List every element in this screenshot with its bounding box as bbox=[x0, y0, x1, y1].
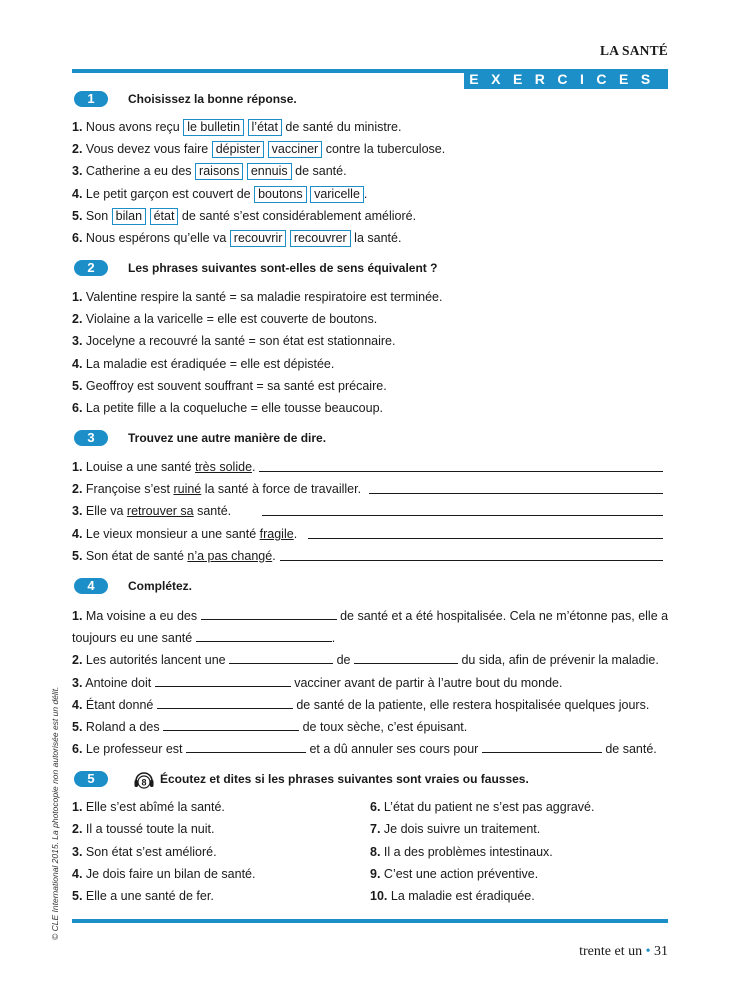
choice-option[interactable]: l’état bbox=[248, 119, 282, 136]
choice-option[interactable]: raisons bbox=[195, 163, 243, 180]
choice-option[interactable]: boutons bbox=[254, 186, 306, 203]
page-footer: trente et un • 31 bbox=[579, 944, 668, 959]
ex1-item: 6. Nous espérons qu’elle va recouvrir recouvrer la santé. bbox=[72, 231, 402, 245]
choice-option[interactable]: bilan bbox=[112, 208, 146, 225]
ex5-item: 1. Elle s’est abîmé la santé. bbox=[72, 800, 225, 814]
answer-line[interactable] bbox=[280, 548, 663, 561]
ex5-item: 2. Il a toussé toute la nuit. bbox=[72, 822, 215, 836]
choice-option[interactable]: vacciner bbox=[268, 141, 323, 158]
ex2-item: 4. La maladie est éradiquée = elle est dépistée. bbox=[72, 357, 335, 371]
choice-option[interactable]: varicelle bbox=[310, 186, 364, 203]
ex3-item: 4. Le vieux monsieur a une santé fragile. bbox=[72, 527, 298, 541]
ex2-item: 6. La petite fille a la coqueluche = elle tousse beaucoup. bbox=[72, 401, 384, 415]
answer-line[interactable] bbox=[262, 503, 663, 516]
ex1-item: 1. Nous avons reçu le bulletin l’état de santé du ministre. bbox=[72, 120, 402, 134]
exercise-1-badge: 1 bbox=[74, 91, 108, 107]
choice-option[interactable]: état bbox=[150, 208, 179, 225]
fill-blank[interactable] bbox=[163, 718, 299, 731]
choice-option[interactable]: dépister bbox=[212, 141, 264, 158]
ex4-item: 6. Le professeur est et a dû annuler ses cours pour de santé. bbox=[72, 742, 657, 756]
ex5-item: 6. L’état du patient ne s’est pas aggravé. bbox=[370, 800, 595, 814]
ex4-item: 5. Roland a des de toux sèche, c’est épuisant. bbox=[72, 720, 468, 734]
fill-blank[interactable] bbox=[201, 607, 337, 620]
choice-option[interactable]: recouvrir bbox=[230, 230, 287, 247]
bottom-rule bbox=[72, 919, 668, 923]
exercise-1-instruction: Choisissez la bonne réponse. bbox=[128, 92, 297, 106]
ex2-item: 3. Jocelyne a recouvré la santé = son état est stationnaire. bbox=[72, 334, 396, 348]
ex4-item: 3. Antoine doit vacciner avant de partir à l’autre bout du monde. bbox=[72, 676, 563, 690]
ex5-item: 10. La maladie est éradiquée. bbox=[370, 889, 535, 903]
exercise-5-badge: 5 bbox=[74, 771, 108, 787]
answer-line[interactable] bbox=[259, 459, 663, 472]
exercise-3-badge: 3 bbox=[74, 430, 108, 446]
answer-line[interactable] bbox=[369, 481, 663, 494]
ex5-item: 9. C’est une action préventive. bbox=[370, 867, 539, 881]
ex5-item: 5. Elle a une santé de fer. bbox=[72, 889, 214, 903]
chapter-title: LA SANTÉ bbox=[600, 43, 668, 58]
copyright-notice: © CLE International 2015. La photocopie non autorisée est un délit. bbox=[50, 686, 60, 940]
choice-option[interactable]: le bulletin bbox=[183, 119, 244, 136]
ex5-item: 8. Il a des problèmes intestinaux. bbox=[370, 845, 553, 859]
ex4-item: 2. Les autorités lancent une de du sida, afin de prévenir la maladie. bbox=[72, 653, 659, 667]
answer-line[interactable] bbox=[308, 526, 663, 539]
ex5-item: 7. Je dois suivre un traitement. bbox=[370, 822, 541, 836]
ex5-item: 3. Son état s’est amélioré. bbox=[72, 845, 217, 859]
ex3-item: 2. Françoise s’est ruiné la santé à force de travailler. bbox=[72, 482, 362, 496]
ex3-item: 5. Son état de santé n’a pas changé. bbox=[72, 549, 276, 563]
fill-blank[interactable] bbox=[354, 651, 458, 664]
headphones-icon[interactable] bbox=[133, 768, 155, 790]
ex1-item: 4. Le petit garçon est couvert de boutons varicelle . bbox=[72, 187, 368, 201]
ex4-item: 1. Ma voisine a eu des de santé et a été hospitalisée. Cela ne m’étonne pas, elle a bbox=[72, 609, 669, 623]
ex5-item: 4. Je dois faire un bilan de santé. bbox=[72, 867, 256, 881]
exercices-banner: EXERCICES bbox=[464, 69, 668, 89]
ex1-item: 3. Catherine a eu des raisons ennuis de santé. bbox=[72, 164, 347, 178]
ex3-item: 3. Elle va retrouver sa santé. bbox=[72, 504, 232, 518]
ex1-item: 2. Vous devez vous faire dépister vacciner contre la tuberculose. bbox=[72, 142, 446, 156]
ex2-item: 1. Valentine respire la santé = sa maladie respiratoire est terminée. bbox=[72, 290, 443, 304]
ex4-item: toujours eu une santé . bbox=[72, 631, 336, 645]
fill-blank[interactable] bbox=[482, 740, 602, 753]
fill-blank[interactable] bbox=[157, 696, 293, 709]
fill-blank[interactable] bbox=[155, 674, 291, 687]
exercise-3-instruction: Trouvez une autre manière de dire. bbox=[128, 431, 327, 445]
choice-option[interactable]: ennuis bbox=[247, 163, 292, 180]
ex2-item: 2. Violaine a la varicelle = elle est couverte de boutons. bbox=[72, 312, 378, 326]
track-number: 8 bbox=[141, 777, 147, 788]
exercise-4-instruction: Complétez. bbox=[128, 579, 193, 593]
choice-option[interactable]: recouvrer bbox=[290, 230, 351, 247]
ex3-item: 1. Louise a une santé très solide. bbox=[72, 460, 256, 474]
exercise-2-instruction: Les phrases suivantes sont-elles de sens équivalent ? bbox=[128, 261, 438, 275]
fill-blank[interactable] bbox=[186, 740, 306, 753]
fill-blank[interactable] bbox=[196, 629, 332, 642]
exercise-4-badge: 4 bbox=[74, 578, 108, 594]
exercise-5-instruction: Écoutez et dites si les phrases suivantes sont vraies ou fausses. bbox=[160, 772, 529, 786]
exercise-2-badge: 2 bbox=[74, 260, 108, 276]
ex1-item: 5. Son bilan état de santé s’est considérablement amélioré. bbox=[72, 209, 417, 223]
ex2-item: 5. Geoffroy est souvent souffrant = sa santé est précaire. bbox=[72, 379, 387, 393]
ex4-item: 4. Étant donné de santé de la patiente, elle restera hospitalisée quelques jours. bbox=[72, 698, 650, 712]
fill-blank[interactable] bbox=[229, 651, 333, 664]
